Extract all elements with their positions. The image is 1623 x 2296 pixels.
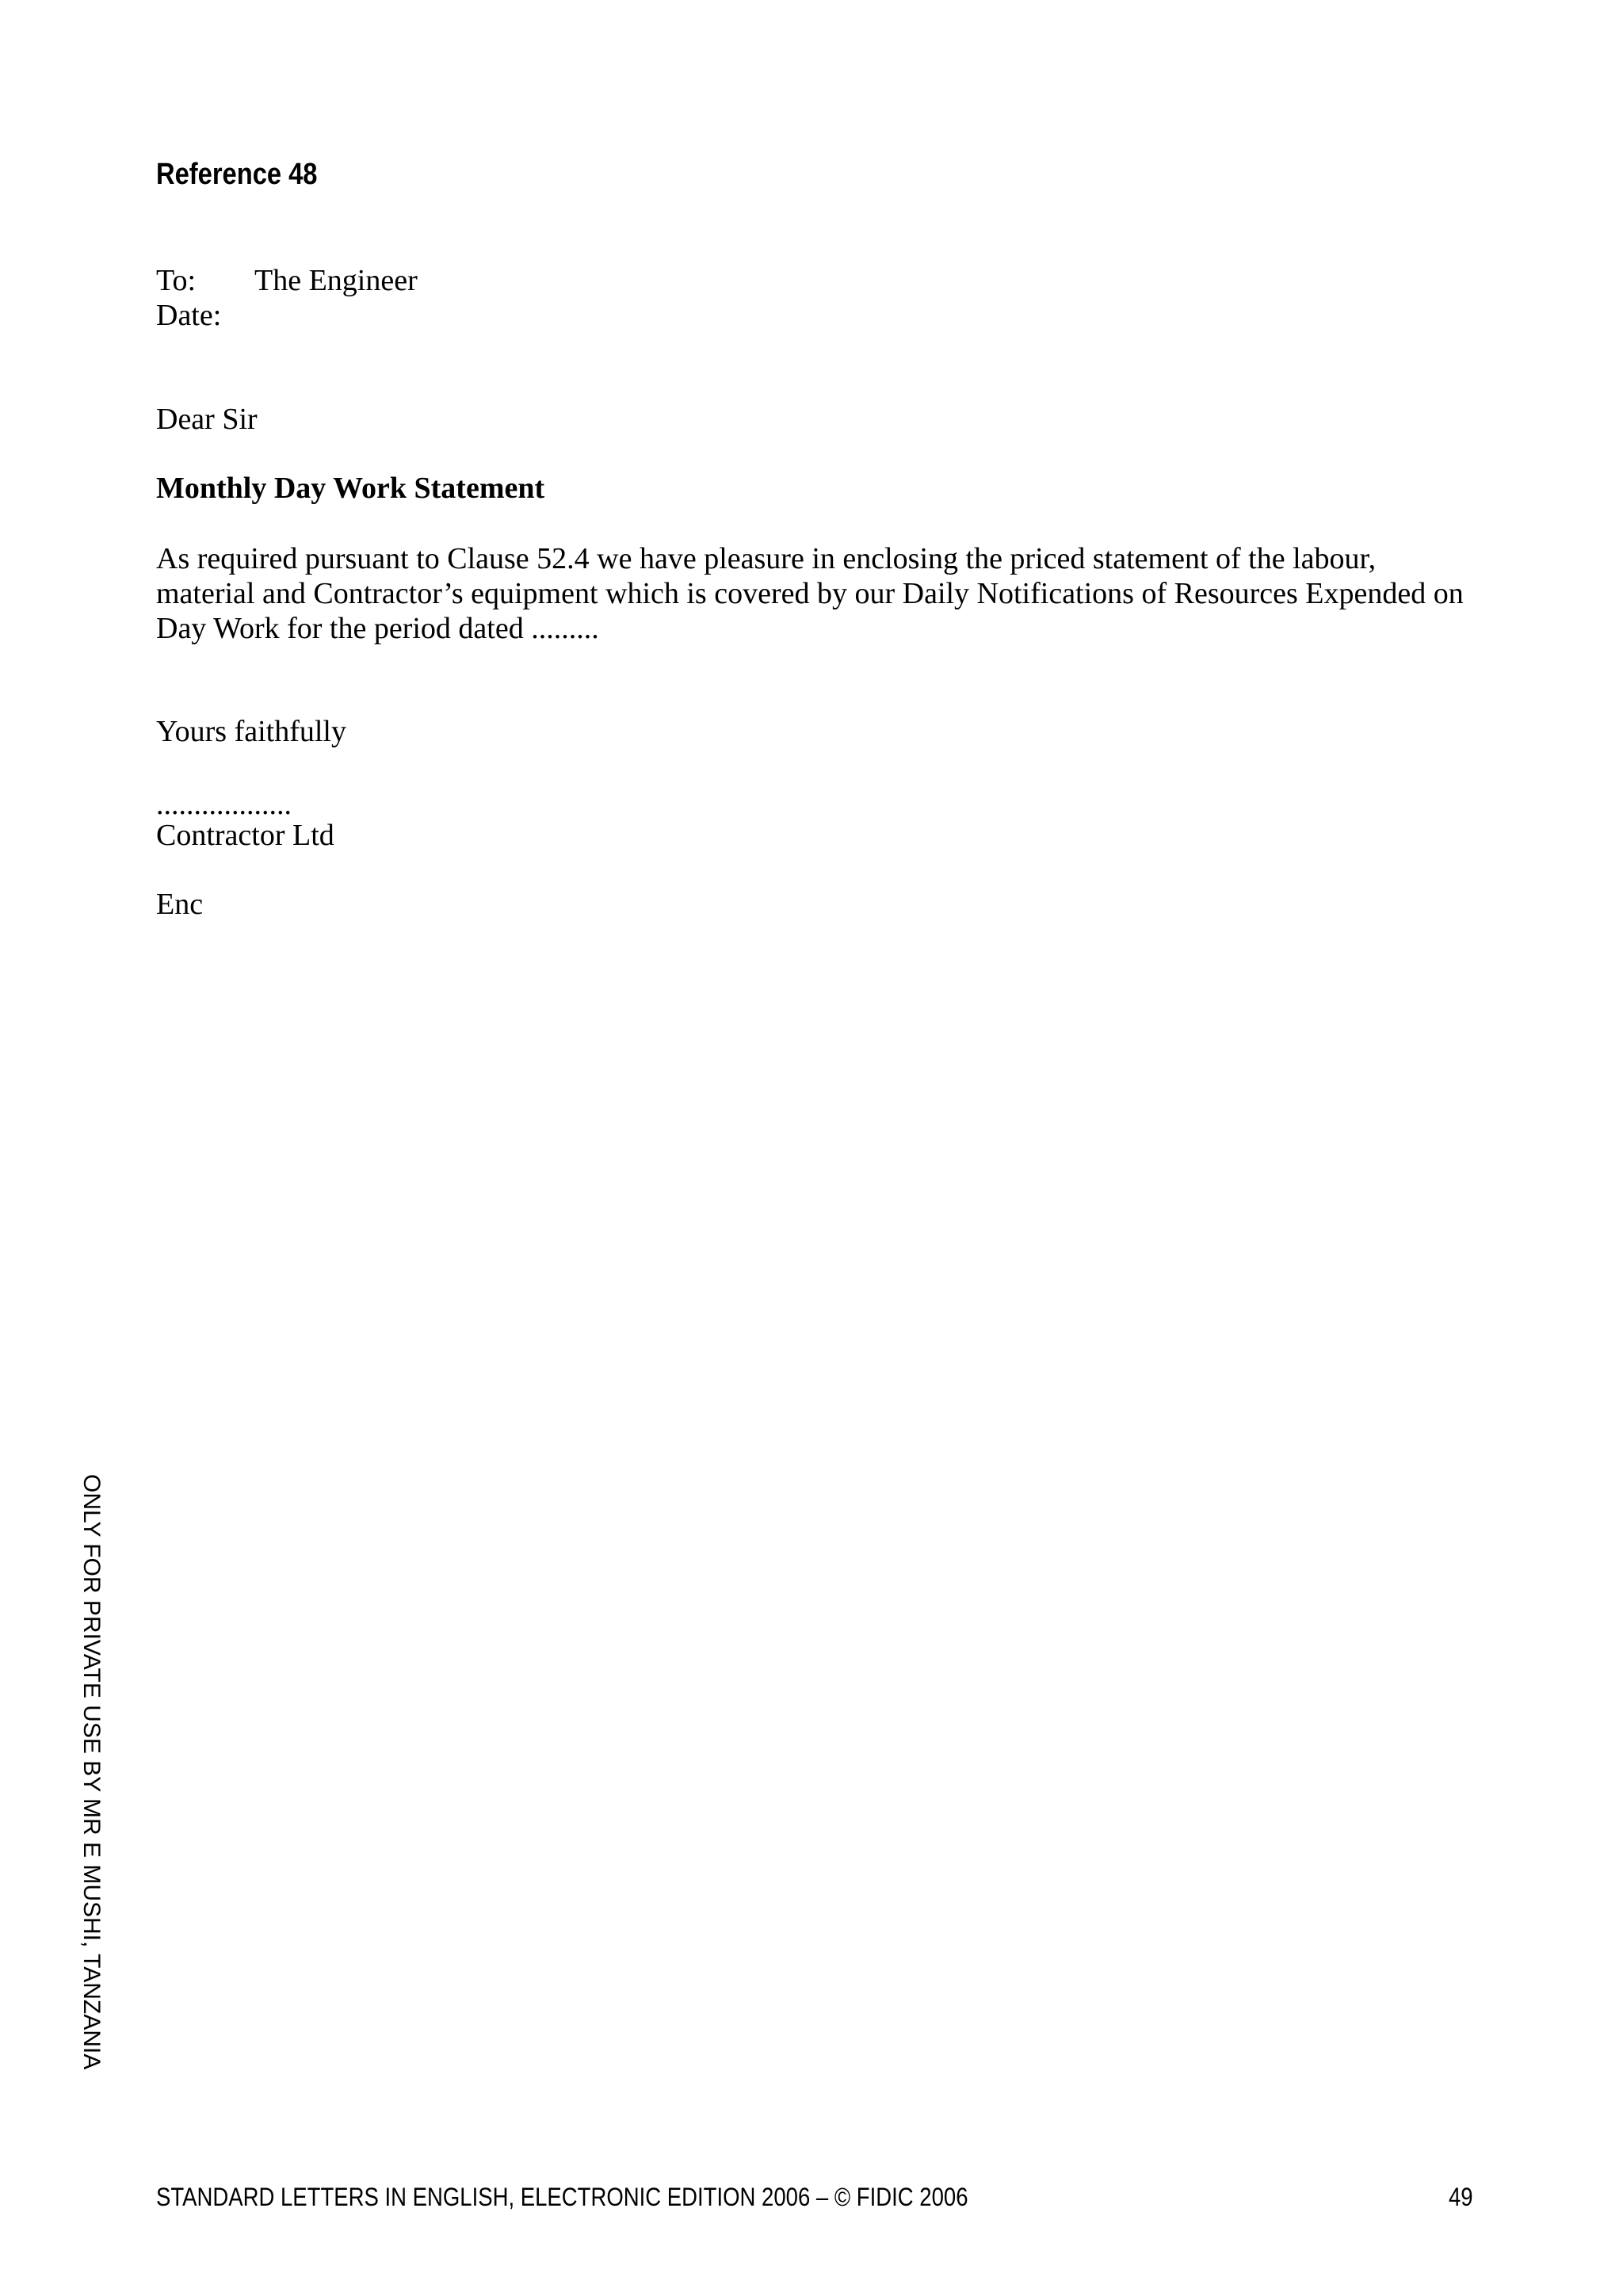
private-use-watermark: ONLY FOR PRIVATE USE BY MR E MUSHI, TANZANIA [78,1474,105,2070]
to-value: The Engineer [254,264,418,297]
page-number: 49 [1449,2183,1473,2211]
subject-line: Monthly Day Work Statement [156,472,545,505]
body-line: Day Work for the period dated ......... [156,612,599,645]
salutation: Dear Sir [156,403,258,436]
reference-heading: Reference 48 [156,158,318,191]
closing: Yours faithfully [156,715,346,748]
date-row [156,298,418,333]
signature-dots: .................. [156,788,292,821]
enclosure: Enc [156,888,204,921]
body-paragraph [156,541,1487,646]
body-line: material and Contractor’s equipment which is covered by our Daily Notifications of Resources Expended on [156,577,1464,610]
footer-text: STANDARD LETTERS IN ENGLISH, ELECTRONIC EDITION 2006 – © FIDIC 2006 [156,2183,968,2211]
date-label: Date: [156,299,222,332]
to-label: To: [156,264,197,297]
signatory: Contractor Ltd [156,819,334,852]
address-block [156,263,418,333]
to-row [156,263,418,298]
body-line: As required pursuant to Clause 52.4 we have pleasure in enclosing the priced statement of the labour, [156,542,1377,575]
